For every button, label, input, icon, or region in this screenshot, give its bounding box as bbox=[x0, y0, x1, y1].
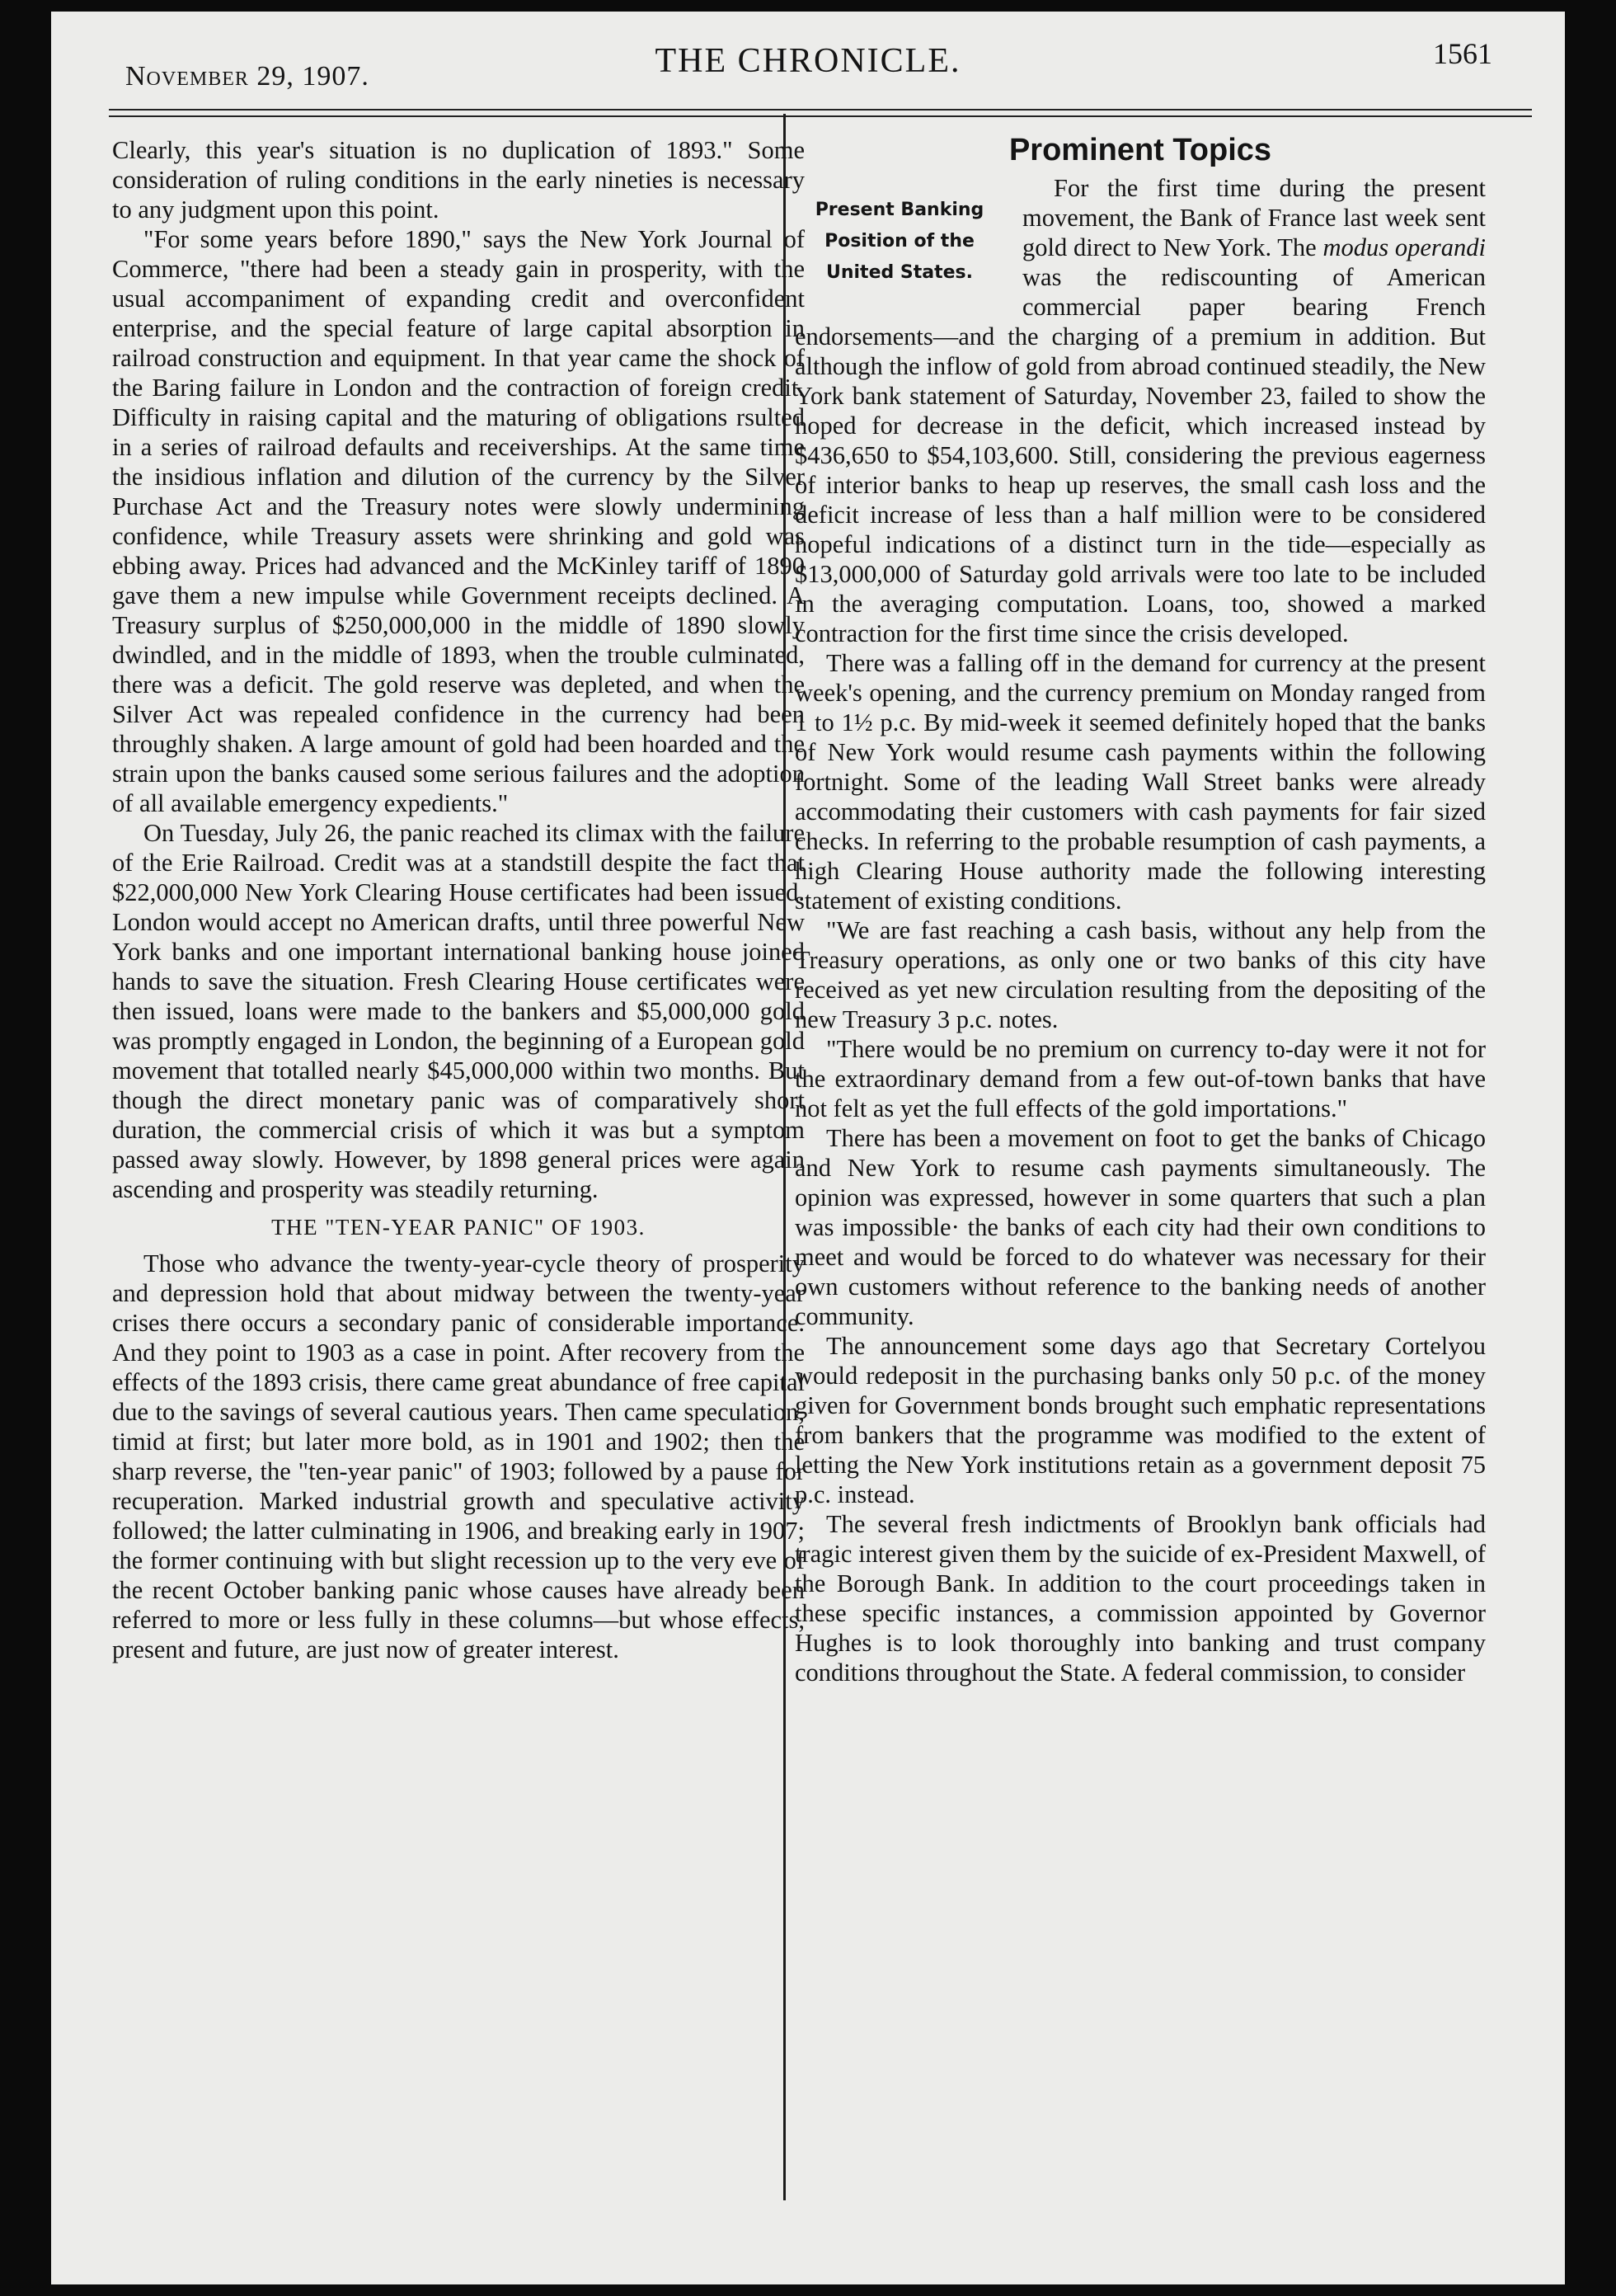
newspaper-page bbox=[51, 12, 1565, 2284]
section-heading bbox=[112, 1212, 805, 1242]
article-paragraph: On Tuesday, July 26, the panic reached its climax with the failure of the Erie Railroad. Credit was at a standstill despite the fact that $22,000,000 New York Clearing House certificates had been issued. London would accept no American drafts, until three powerful New York banks and one important international banking house joined hands to save the situation. Fresh Clearing House certificates were then issued, loans were made to the bankers and $5,000,000 gold was promptly engaged in London, the beginning of a European gold movement that totalled nearly $45,000,000 within two months. But though the direct monetary panic was of comparatively short duration, the commercial crisis of which it was but a symptom passed away slowly. However, by 1898 general prices were again ascending and prosperity was steadily returning. bbox=[112, 819, 805, 1203]
paragraph-text: For the first time during the present movement, the Bank of France last week sent gold direct to New York. The bbox=[1022, 174, 1486, 261]
section-heading-text: THE "TEN-YEAR PANIC" OF 1903. bbox=[271, 1215, 646, 1240]
article-paragraph: Clearly, this year's situation is no duplication of 1893." Some consideration of ruling conditions in the early nineties is necessary to any judgment upon this point. bbox=[112, 136, 805, 223]
article-paragraph: "There would be no premium on currency to-day were it not for the extraordinary demand from a few out-of-town banks that have not felt as yet the full effects of the gold importations." bbox=[795, 1035, 1486, 1122]
article-paragraph: Those who advance the twenty-year-cycle theory of prosperity and depression hold that about midway between the twenty-year crises there occurs a secondary panic of considerable importance. And they point to 1903 as a case in point. After recovery from the effects of the 1893 crisis, there came great abundance of free capital due to the savings of several cautious years. Then came speculation, timid at first; but later more bold, as in 1901 and 1902; then the sharp reverse, the "ten-year panic" of 1903; followed by a pause for recuperation. Marked industrial growth and speculative activity followed; the latter culminating in 1906, and breaking early in 1907; the former continuing with but slight recession up to the very eve of the recent October banking panic whose causes have already been referred to more or less fully in these columns—but whose effects, present and future, are just now of greater interest. bbox=[112, 1249, 805, 1663]
article-paragraph: "We are fast reaching a cash basis, without any help from the Treasury operations, as only one or two banks of this city have received as yet new circulation resulting from the depositing of the new Treasury 3 p.c. notes. bbox=[795, 916, 1486, 1033]
article-paragraph: There has been a movement on foot to get the banks of Chicago and New York to resume cash payments simultaneously. The opinion was expressed, however in some quarters that such a plan was impossible· the banks of each city had their own conditions to meet and would be forced to do whatever was necessary for their own customers without reference to the banking needs of another community. bbox=[795, 1124, 1486, 1330]
issue-date: November 29, 1907. bbox=[125, 61, 369, 92]
article-paragraph: The announcement some days ago that Secretary Cortelyou would redeposit in the purchasing banks only 50 p.c. of the money given for Government bonds brought such emphatic representations from bankers that the programme was modified to the extent of letting the New York institutions retain as a government deposit 75 p.c. instead. bbox=[795, 1332, 1486, 1508]
article-paragraph: There was a falling off in the demand for currency at the present week's opening, and the currency premium on Monday ranged from 1 to 1½ p.c. By mid-week it seemed definitely hoped that the banks of New York would resume cash payments within the following fortnight. Some of the leading Wall Street banks were already accommodating their customers with cash payments for fair sized checks. In referring to the probable resumption of cash payments, a high Clearing House authority made the following interesting statement of existing conditions. bbox=[795, 649, 1486, 915]
article-paragraph: The several fresh indictments of Brooklyn bank officials had tragic interest given them by the suicide of ex-President Maxwell, of the Borough Bank. In addition to the court proceedings taken in these specific instances, a commission appointed by Governor Hughes is to look thoroughly into banking and trust company conditions throughout the State. A federal commission, to consider bbox=[795, 1510, 1486, 1687]
article-paragraph: "For some years before 1890," says the New York Journal of Commerce, "there had been a steady gain in prosperity, with the usual accompaniment of expanding credit and overconfident enterprise, and the special feature of large capital absorption in railroad construction and equipment. In that year came the shock of the Baring failure in London and the contraction of foreign credit. Difficulty in raising capital and the maturing of obligations rsulted in a series of railroad defaults and receiverships. At the same time the insidious inflation and dilution of the currency by the Silver Purchase Act and the Treasury notes were slowly undermining confidence, while Treasury assets were shrinking and gold was ebbing away. Prices had advanced and the McKinley tariff of 1890 gave them a new impulse while Government receipts declined. A Treasury surplus of $250,000,000 in the middle of 1890 slowly dwindled, and in the middle of 1893, when the trouble culminated, there was a deficit. The gold reserve was depleted, and when the Silver Act was repealed confidence in the currency had been throughly shaken. A large amount of gold had been hoarded and the strain upon the banks caused some serious failures and the adoption of all available emergency expedients." bbox=[112, 225, 805, 817]
paragraph-text: was the rediscounting of American commercial paper bearing French endorsements—and the charging of a premium in addition. But although the inflow of gold from abroad continued steadily, the New York bank statement of Saturday, November 23, failed to show the hoped for decrease in the deficit, which increased instead by $436,650 to $54,103,600. Still, considering the previous eagerness of interior banks to heap up reserves, the small cash loss and the deficit increase of less than a half million were to be considered hopeful indications of a distinct turn in the tide—especially as $13,000,000 of Saturday gold arrivals were too late to be included in the averaging computation. Loans, too, showed a marked contraction for the first time since the crisis developed. bbox=[795, 263, 1486, 647]
right-column bbox=[795, 135, 1486, 1687]
sidenote-line: Position of the bbox=[824, 231, 975, 252]
header-rule bbox=[109, 109, 1532, 117]
sidenote-line: United States. bbox=[825, 262, 973, 283]
sidenote bbox=[792, 195, 1008, 289]
page-header bbox=[51, 12, 1565, 111]
prominent-topics-heading: Prominent Topics bbox=[1008, 133, 1272, 167]
publication-title: THE CHRONICLE. bbox=[655, 42, 961, 80]
left-column bbox=[112, 135, 805, 1664]
sidenote-line: Present Banking bbox=[815, 200, 984, 220]
italic-phrase: modus operandi bbox=[1322, 233, 1486, 261]
page-number: 1561 bbox=[1433, 37, 1492, 70]
